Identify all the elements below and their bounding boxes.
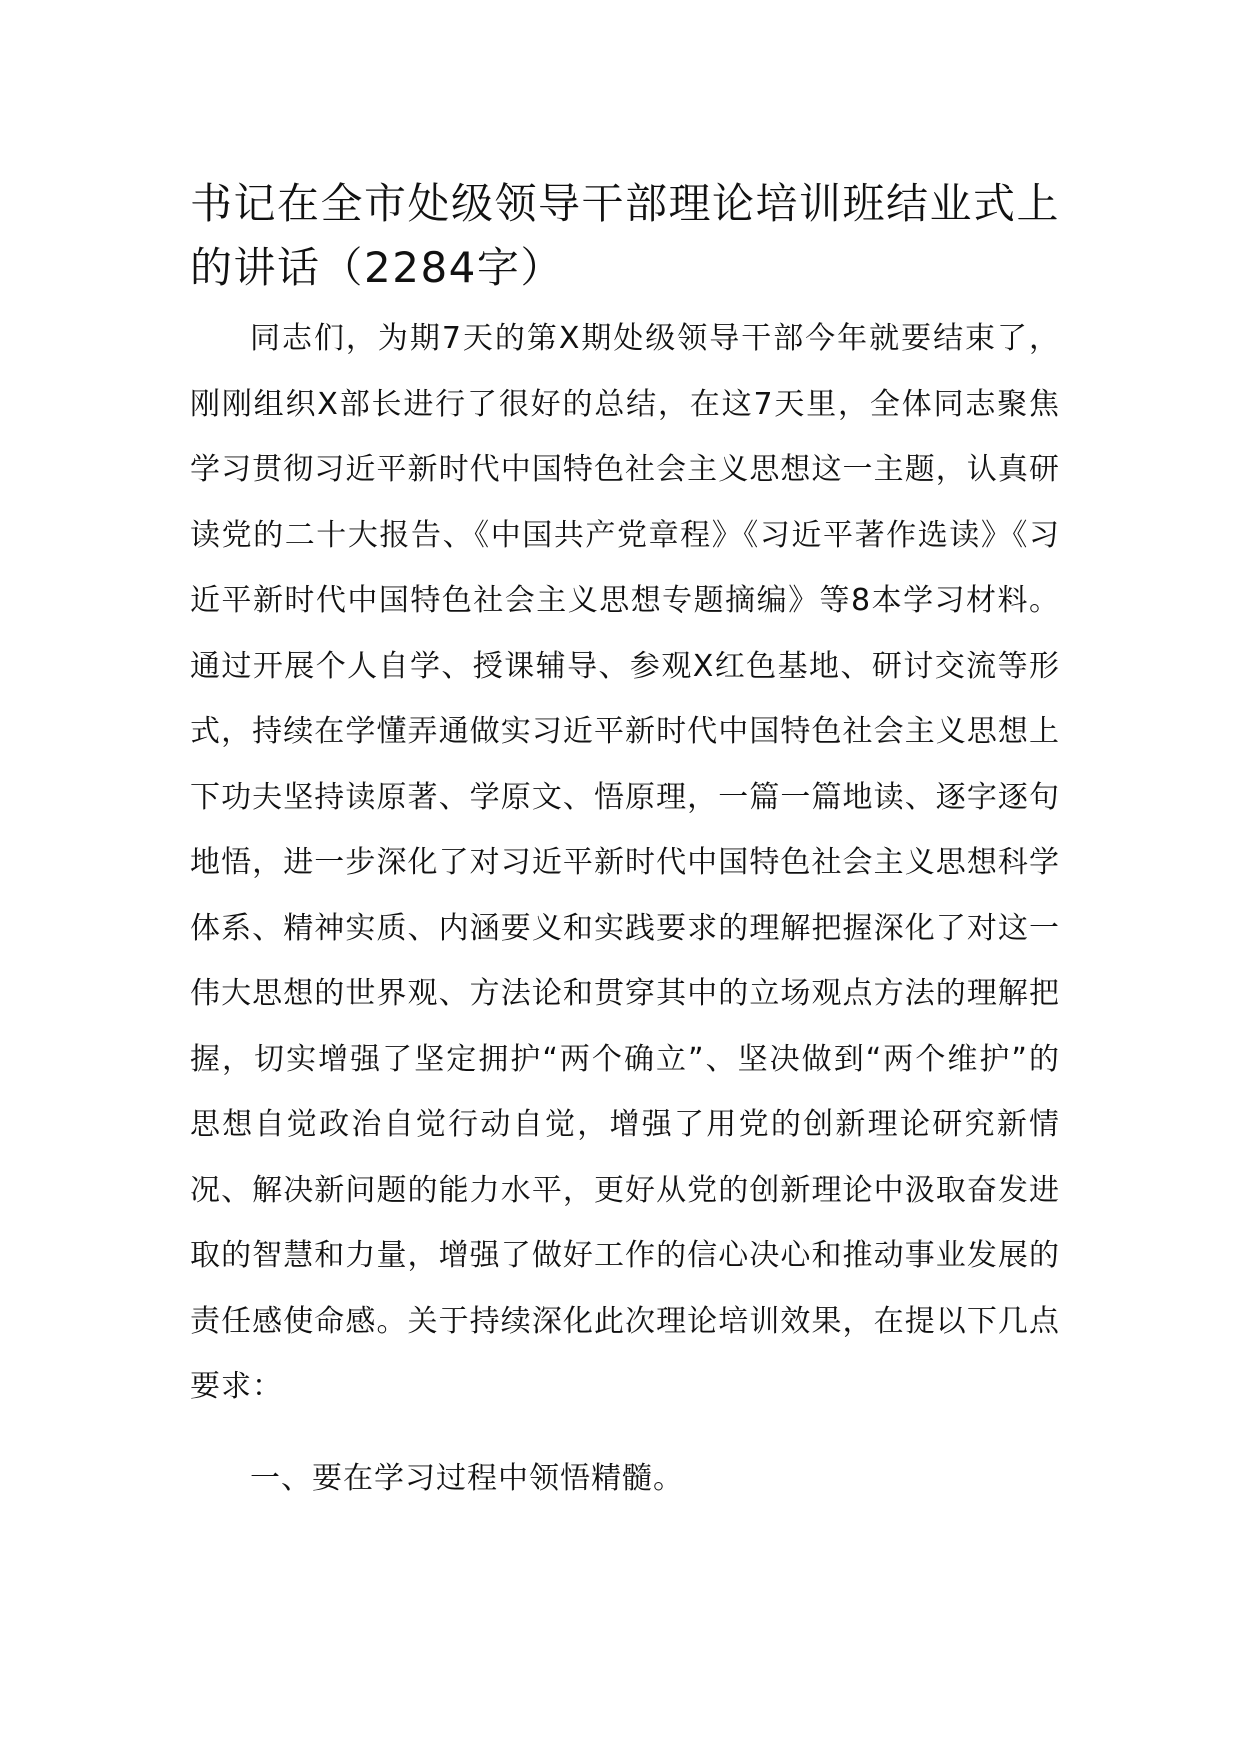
body-paragraph: 同志们，为期7天的第X期处级领导干部今年就要结束了，刚刚组织X部长进行了很好的总结，在这7天里，全体同志聚焦学习贯彻习近平新时代中国特色社会主义思想这一主题，认真研读党的二十大报告、《中国共产党章程》《习近平著作选读》《习近平新时代中国特色社会主义思想专题摘编》等8本学习材料。通过开展个人自学、授课辅导、参观X红色基地、研讨交流等形式，持续在学懂弄通做实习近平新时代中国特色社会主义思想上下功夫坚持读原著、学原文、悟原理，一篇一篇地读、逐字逐句地悟，进一步深化了对习近平新时代中国特色社会主义思想科学体系、精神实质、内涵要义和实践要求的理解把握深化了对这一伟大思想的世界观、方法论和贯穿其中的立场观点方法的理解把握，切实增强了坚定拥护“两个确立”、坚决做到“两个维护”的思想自觉政治自觉行动自觉，增强了用党的创新理论研究新情况、解决新问题的能力水平，更好从党的创新理论中汲取奋发进取的智慧和力量，增强了做好工作的信心决心和推动事业发展的责任感使命感。关于持续深化此次理论培训效果，在提以下几点要求：	[190, 321, 1060, 1404]
section-heading: 一、要在学习过程中领悟精髓。	[250, 1460, 684, 1496]
document-title: 书记在全市处级领导干部理论培训班结业式上的讲话（2284字）	[190, 179, 1061, 292]
document-content	[190, 172, 1060, 1511]
